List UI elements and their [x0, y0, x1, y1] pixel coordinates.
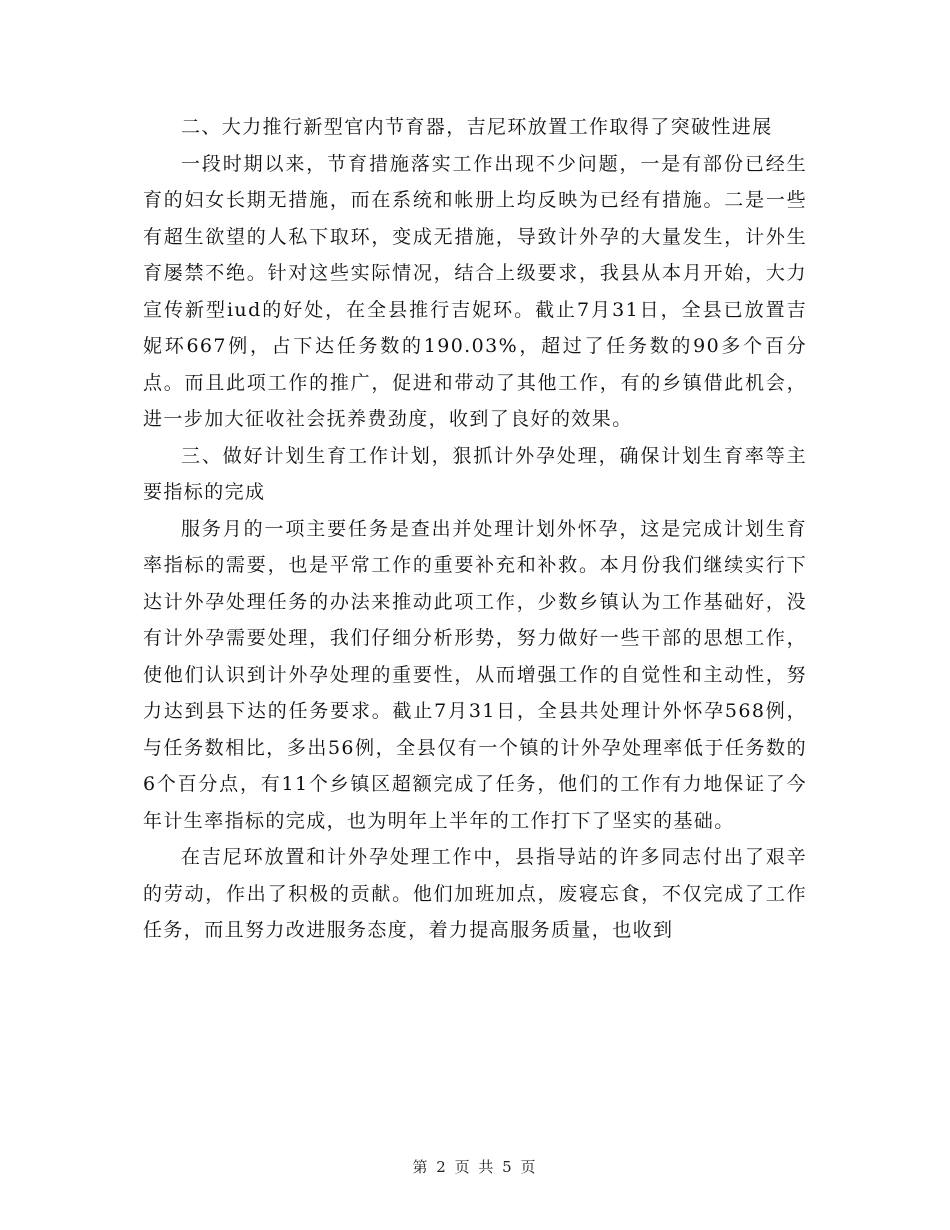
- section-heading-2: 二、大力推行新型官内节育器，吉尼环放置工作取得了突破性进展: [181, 116, 773, 138]
- body-text: [143, 109, 807, 949]
- paragraph: 服务月的一项主要任务是查出并处理计划外怀孕，这是完成计划生育率指标的需要，也是平常工作的重要补充和补救。本月份我们继续实行下达计外孕处理任务的办法来推动此项工作，少数乡镇认为工作基础好，没有计外孕需要处理，我们仔细分析形势，努力做好一些干部的思想工作，使他们认识到计外孕处理的重要性，从而增强工作的自觉性和主动性，努力达到县下达的任务要求。截止7月31日，全县共处理计外怀孕568例，与任务数相比，多出56例，全县仅有一个镇的计外孕处理率低于任务数的6个百分点，有11个乡镇区超额完成了任务，他们的工作有力地保证了今年计生率指标的完成，也为明年上半年的工作打下了坚实的基础。: [143, 517, 807, 832]
- section-heading-3: 三、做好计划生育工作计划，狠抓计外孕处理，确保计划生育率等主要指标的完成: [143, 444, 807, 503]
- page-number: 第 2 页 共 5 页: [412, 1158, 538, 1176]
- paragraph: 在吉尼环放置和计外孕处理工作中，县指导站的许多同志付出了艰辛的劳动，作出了积极的贡献。他们加班加点，废寝忘食，不仅完成了工作任务，而且努力改进服务态度，着力提高服务质量，也收到: [143, 846, 807, 941]
- paragraph: 一段时期以来，节育措施落实工作出现不少问题，一是有部份已经生育的妇女长期无措施，而在系统和帐册上均反映为已经有措施。二是一些有超生欲望的人私下取环，变成无措施，导致计外孕的大量发生，计外生育屡禁不绝。针对这些实际情况，结合上级要求，我县从本月开始，大力宣传新型iud的好处，在全县推行吉妮环。截止7月31日，全县已放置吉妮环667例，占下达任务数的190.03%，超过了任务数的90多个百分点。而且此项工作的推广，促进和带动了其他工作，有的乡镇借此机会，进一步加大征收社会抚养费劲度，收到了良好的效果。: [143, 152, 807, 430]
